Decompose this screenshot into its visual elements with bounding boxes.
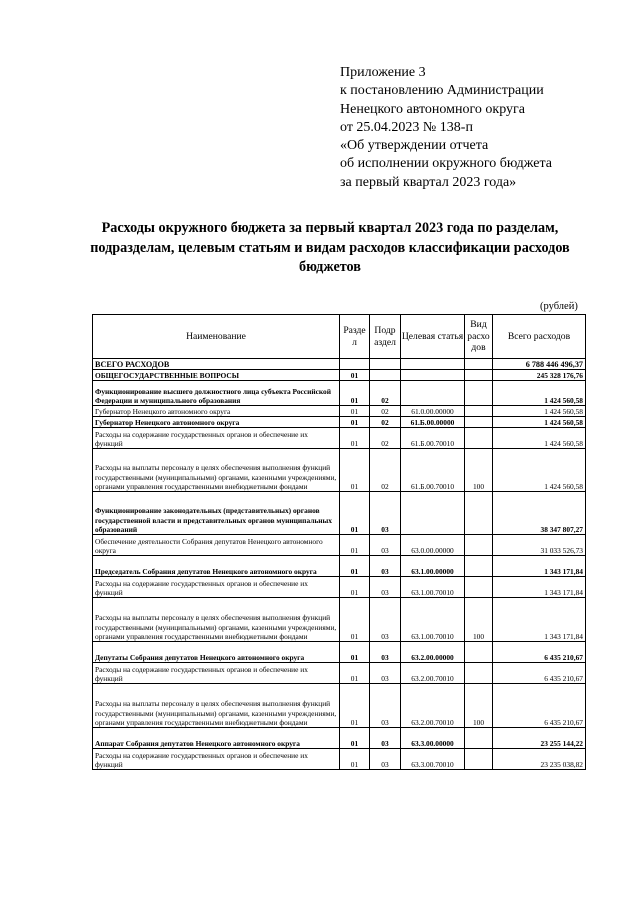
cell-name: Губернатор Ненецкого автономного округа	[93, 406, 340, 417]
table-row	[93, 642, 586, 663]
cell-cs: 63.3.00.00000	[401, 728, 465, 749]
cell-vr	[465, 556, 493, 577]
cell-cs	[401, 492, 465, 535]
cell-amount: 6 435 210,67	[493, 684, 586, 728]
unit-label: (рублей)	[540, 301, 578, 312]
cell-pr: 02	[370, 381, 401, 406]
cell-pr: 03	[370, 598, 401, 642]
table-row	[93, 749, 586, 770]
table-body	[93, 359, 586, 770]
table-row	[93, 359, 586, 370]
cell-pr: 02	[370, 449, 401, 492]
cell-amount: 1 424 560,58	[493, 449, 586, 492]
table-row	[93, 535, 586, 556]
cell-name: Расходы на содержание государственных органов и обеспечение их функций	[93, 663, 340, 684]
cell-rz: 01	[340, 428, 370, 449]
cell-cs	[401, 359, 465, 370]
cell-name: Председатель Собрания депутатов Ненецкого автономного округа	[93, 556, 340, 577]
cell-rz: 01	[340, 684, 370, 728]
appendix-line: от 25.04.2023 № 138-п	[340, 119, 473, 135]
cell-cs: 63.1.00.00000	[401, 556, 465, 577]
table-row	[93, 492, 586, 535]
cell-name: Расходы на выплаты персоналу в целях обеспечения выполнения функций государственными (муниципальными) органами, казенными учреждениями, органами управления государственными внебюджетными фондами	[93, 598, 340, 642]
cell-amount: 1 424 560,58	[493, 417, 586, 428]
expenditure-table	[92, 314, 586, 770]
header-razdel: Разде л	[340, 315, 370, 359]
cell-cs	[401, 381, 465, 406]
appendix-line: к постановлению Администрации	[340, 83, 544, 99]
cell-name: Расходы на выплаты персоналу в целях обеспечения выполнения функций государственными (муниципальными) органами, казенными учреждениями, органами управления государственными внебюджетными фондами	[93, 449, 340, 492]
cell-amount: 1 343 171,84	[493, 577, 586, 598]
cell-rz: 01	[340, 728, 370, 749]
cell-name: ВСЕГО РАСХОДОВ	[93, 359, 340, 370]
cell-pr: 03	[370, 577, 401, 598]
cell-pr: 03	[370, 556, 401, 577]
cell-rz: 01	[340, 406, 370, 417]
cell-vr	[465, 728, 493, 749]
appendix-line: за первый квартал 2023 года»	[340, 174, 517, 190]
table-row	[93, 684, 586, 728]
cell-rz: 01	[340, 535, 370, 556]
appendix-line: Приложение 3	[340, 65, 426, 80]
cell-rz: 01	[340, 417, 370, 428]
cell-pr: 03	[370, 492, 401, 535]
cell-amount: 6 435 210,67	[493, 663, 586, 684]
cell-vr	[465, 577, 493, 598]
appendix-line: Ненецкого автономного округа	[340, 101, 525, 117]
cell-rz: 01	[340, 370, 370, 381]
cell-cs: 61.Б.00.70010	[401, 449, 465, 492]
cell-pr: 02	[370, 406, 401, 417]
cell-rz: 01	[340, 642, 370, 663]
cell-rz: 01	[340, 492, 370, 535]
cell-pr: 03	[370, 642, 401, 663]
cell-cs: 61.Б.00.70010	[401, 428, 465, 449]
cell-amount: 23 255 144,22	[493, 728, 586, 749]
appendix-line: об исполнении окружного бюджета	[340, 156, 552, 172]
table-row	[93, 728, 586, 749]
table-row	[93, 406, 586, 417]
cell-amount: 38 347 807,27	[493, 492, 586, 535]
cell-amount: 1 424 560,58	[493, 381, 586, 406]
table-row	[93, 577, 586, 598]
cell-vr	[465, 492, 493, 535]
table-row	[93, 381, 586, 406]
table-row	[93, 449, 586, 492]
cell-rz: 01	[340, 663, 370, 684]
cell-pr: 03	[370, 663, 401, 684]
cell-vr	[465, 417, 493, 428]
cell-amount: 23 235 038,82	[493, 749, 586, 770]
cell-name: Депутаты Собрания депутатов Ненецкого автономного округа	[93, 642, 340, 663]
appendix-block	[340, 64, 620, 192]
cell-pr: 02	[370, 428, 401, 449]
cell-pr	[370, 370, 401, 381]
table-row	[93, 663, 586, 684]
cell-amount: 245 328 176,76	[493, 370, 586, 381]
cell-cs: 63.2.00.00000	[401, 642, 465, 663]
cell-vr	[465, 381, 493, 406]
cell-rz: 01	[340, 577, 370, 598]
cell-vr	[465, 406, 493, 417]
cell-amount: 1 424 560,58	[493, 428, 586, 449]
cell-name: Расходы на содержание государственных органов и обеспечение их функций	[93, 577, 340, 598]
cell-rz: 01	[340, 749, 370, 770]
cell-amount: 1 343 171,84	[493, 598, 586, 642]
cell-cs: 63.3.00.70010	[401, 749, 465, 770]
header-target: Целевая статья	[401, 315, 465, 359]
header-name: Наименование	[93, 315, 340, 359]
cell-cs: 63.2.00.70010	[401, 663, 465, 684]
cell-name: Расходы на содержание государственных органов и обеспечение их функций	[93, 428, 340, 449]
header-amount: Всего расходов	[493, 315, 586, 359]
cell-vr	[465, 428, 493, 449]
cell-cs: 63.2.00.70010	[401, 684, 465, 728]
cell-name: Расходы на содержание государственных органов и обеспечение их функций	[93, 749, 340, 770]
cell-cs: 63.0.00.00000	[401, 535, 465, 556]
header-vid: Вид расхо дов	[465, 315, 493, 359]
cell-vr	[465, 642, 493, 663]
cell-cs	[401, 370, 465, 381]
cell-rz	[340, 359, 370, 370]
cell-name: Губернатор Ненецкого автономного округа	[93, 417, 340, 428]
cell-vr: 100	[465, 684, 493, 728]
cell-rz: 01	[340, 449, 370, 492]
cell-name: ОБЩЕГОСУДАРСТВЕННЫЕ ВОПРОСЫ	[93, 370, 340, 381]
cell-rz: 01	[340, 556, 370, 577]
cell-pr: 03	[370, 728, 401, 749]
cell-amount: 1 343 171,84	[493, 556, 586, 577]
cell-vr	[465, 749, 493, 770]
cell-vr	[465, 359, 493, 370]
cell-vr: 100	[465, 449, 493, 492]
cell-rz: 01	[340, 381, 370, 406]
cell-vr: 100	[465, 598, 493, 642]
cell-amount: 1 424 560,58	[493, 406, 586, 417]
table-row	[93, 428, 586, 449]
table-row	[93, 417, 586, 428]
cell-pr: 03	[370, 535, 401, 556]
cell-amount: 6 435 210,67	[493, 642, 586, 663]
cell-amount: 6 788 446 496,37	[493, 359, 586, 370]
cell-pr: 02	[370, 417, 401, 428]
table-row	[93, 598, 586, 642]
cell-vr	[465, 535, 493, 556]
cell-vr	[465, 370, 493, 381]
cell-cs: 63.1.00.70010	[401, 577, 465, 598]
cell-amount: 31 033 526,73	[493, 535, 586, 556]
cell-name: Обеспечение деятельности Собрания депутатов Ненецкого автономного округа	[93, 535, 340, 556]
cell-name: Функционирование законодательных (представительных) органов государственной власти и представительных органов муниципальных образований	[93, 492, 340, 535]
cell-pr	[370, 359, 401, 370]
cell-name: Функционирование высшего должностного лица субъекта Российской Федерации и муниципального образования	[93, 381, 340, 406]
cell-rz: 01	[340, 598, 370, 642]
cell-vr	[465, 663, 493, 684]
cell-name: Аппарат Собрания депутатов Ненецкого автономного округа	[93, 728, 340, 749]
table-row	[93, 556, 586, 577]
cell-cs: 61.Б.00.00000	[401, 417, 465, 428]
cell-pr: 03	[370, 684, 401, 728]
header-podrazdel: Подр аздел	[370, 315, 401, 359]
appendix-line: «Об утверждении отчета	[340, 138, 489, 154]
cell-name: Расходы на выплаты персоналу в целях обеспечения выполнения функций государственными (муниципальными) органами, казенными учреждениями, органами управления государственными внебюджетными фондами	[93, 684, 340, 728]
document-title: Расходы окружного бюджета за первый квартал 2023 года по разделам, подразделам, целевым статьям и видам расходов классификации расходов бюджетов	[90, 220, 570, 275]
cell-cs: 61.0.00.00000	[401, 406, 465, 417]
cell-pr: 03	[370, 749, 401, 770]
cell-cs: 63.1.00.70010	[401, 598, 465, 642]
table-row	[93, 370, 586, 381]
